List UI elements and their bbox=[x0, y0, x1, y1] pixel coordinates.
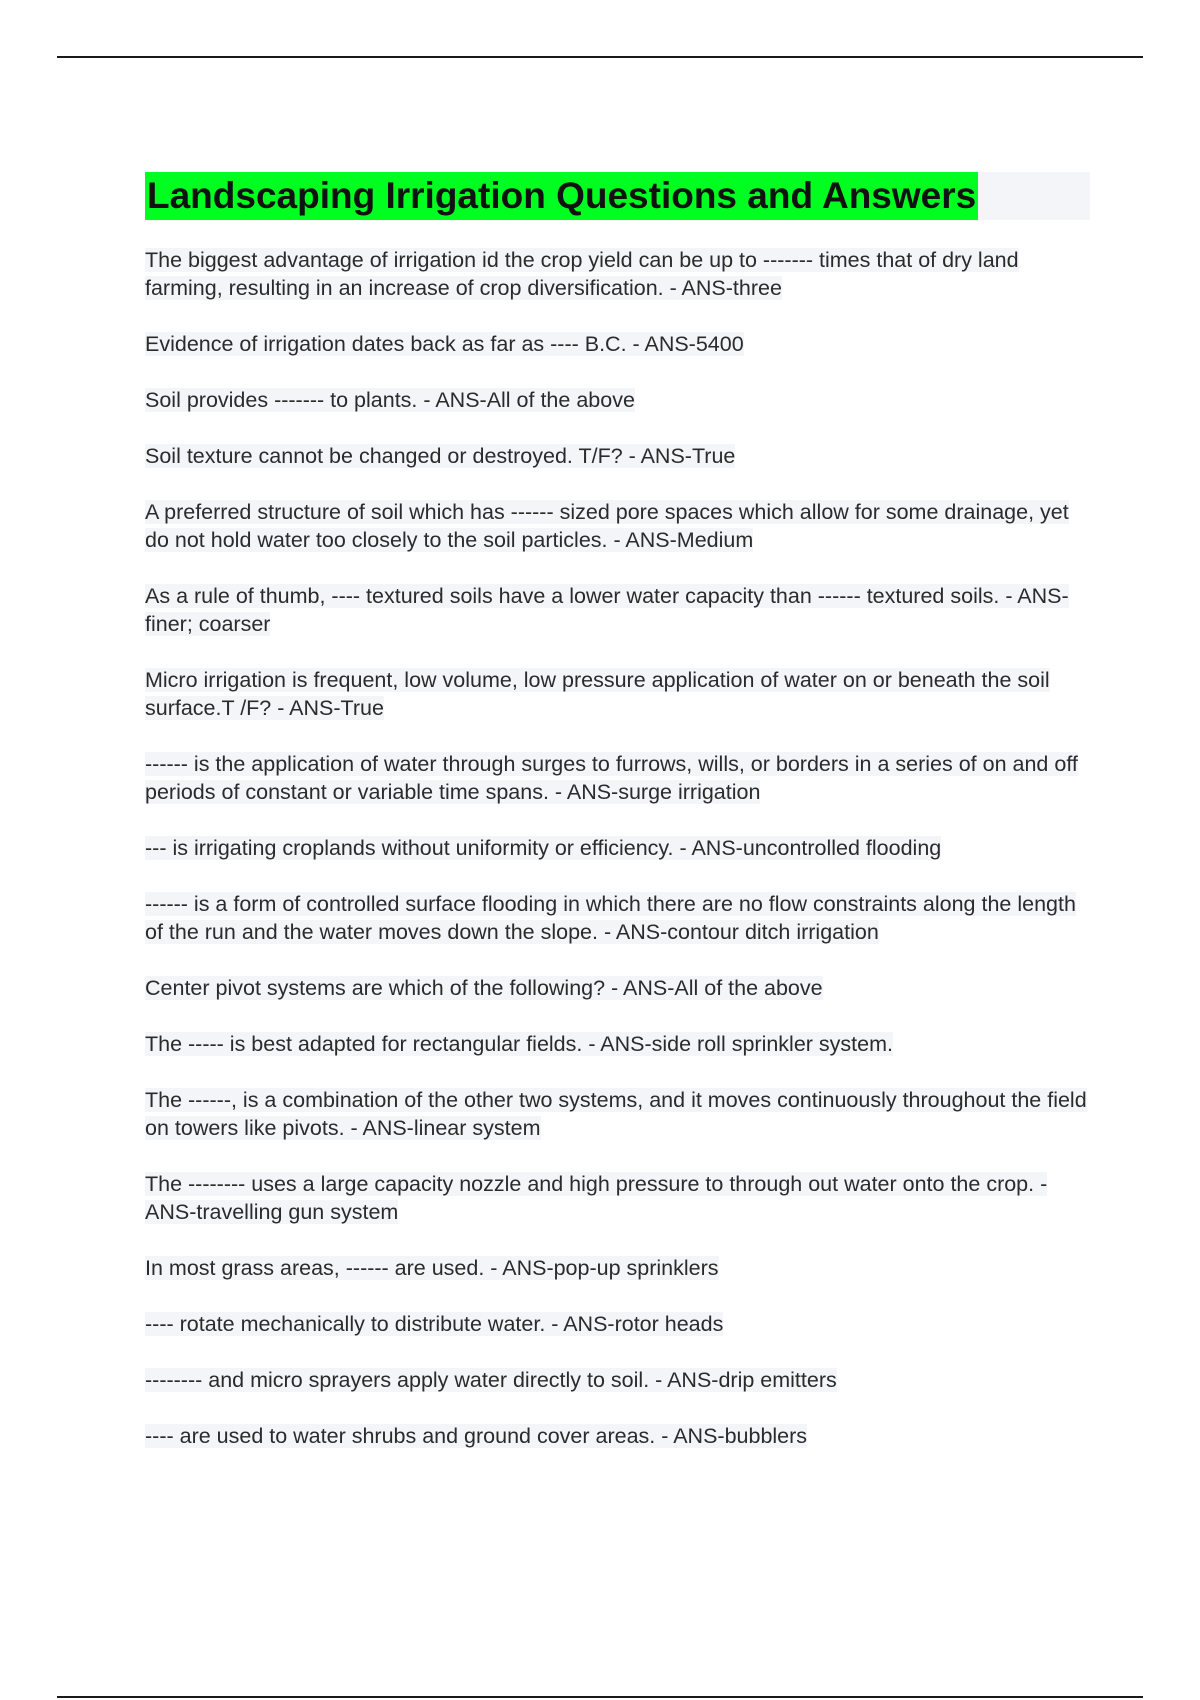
qa-entry: The ----- is best adapted for rectangular fields. - ANS-side roll sprinkler system. bbox=[145, 1032, 893, 1056]
qa-entry: Soil texture cannot be changed or destroyed. T/F? - ANS-True bbox=[145, 444, 736, 468]
qa-entry: -------- and micro sprayers apply water directly to soil. - ANS-drip emitters bbox=[145, 1368, 837, 1392]
qa-entry: ------ is a form of controlled surface flooding in which there are no flow constraints along the length of the run and the water moves down the slope. - ANS-contour ditch irrigation bbox=[145, 892, 1076, 944]
qa-entry: The ------, is a combination of the other two systems, and it moves continuously throughout the field on towers like pivots. - ANS-linear system bbox=[145, 1088, 1087, 1140]
page-bottom-rule bbox=[57, 1696, 1143, 1698]
qa-entry: ---- rotate mechanically to distribute water. - ANS-rotor heads bbox=[145, 1312, 724, 1336]
qa-entry: A preferred structure of soil which has ------ sized pore spaces which allow for some drainage, yet do not hold water too closely to the soil particles. - ANS-Medium bbox=[145, 500, 1069, 552]
qa-entry: Evidence of irrigation dates back as far as ---- B.C. - ANS-5400 bbox=[145, 332, 744, 356]
page-top-rule bbox=[57, 56, 1143, 58]
qa-entry: ------ is the application of water through surges to furrows, wills, or borders in a series of on and off periods of constant or variable time spans. - ANS-surge irrigation bbox=[145, 752, 1078, 804]
document-body bbox=[145, 172, 1090, 1478]
qa-entry: Soil provides ------- to plants. - ANS-All of the above bbox=[145, 388, 635, 412]
qa-entry: --- is irrigating croplands without uniformity or efficiency. - ANS-uncontrolled flooding bbox=[145, 836, 942, 860]
qa-entry: The biggest advantage of irrigation id the crop yield can be up to ------- times that of dry land farming, resulting in an increase of crop diversification. - ANS-three bbox=[145, 248, 1019, 300]
qa-list bbox=[145, 246, 1090, 1450]
page-title: Landscaping Irrigation Questions and Answers bbox=[145, 172, 978, 220]
title-banner bbox=[145, 172, 1090, 220]
qa-entry: ---- are used to water shrubs and ground cover areas. - ANS-bubblers bbox=[145, 1424, 808, 1448]
qa-entry: As a rule of thumb, ---- textured soils have a lower water capacity than ------ textured soils. - ANS-finer; coarser bbox=[145, 584, 1069, 636]
qa-entry: The -------- uses a large capacity nozzle and high pressure to through out water onto the crop. - ANS-travelling gun system bbox=[145, 1172, 1048, 1224]
qa-entry: Center pivot systems are which of the following? - ANS-All of the above bbox=[145, 976, 823, 1000]
qa-entry: In most grass areas, ------ are used. - ANS-pop-up sprinklers bbox=[145, 1256, 719, 1280]
qa-entry: Micro irrigation is frequent, low volume, low pressure application of water on or beneath the soil surface.T /F? - ANS-True bbox=[145, 668, 1050, 720]
